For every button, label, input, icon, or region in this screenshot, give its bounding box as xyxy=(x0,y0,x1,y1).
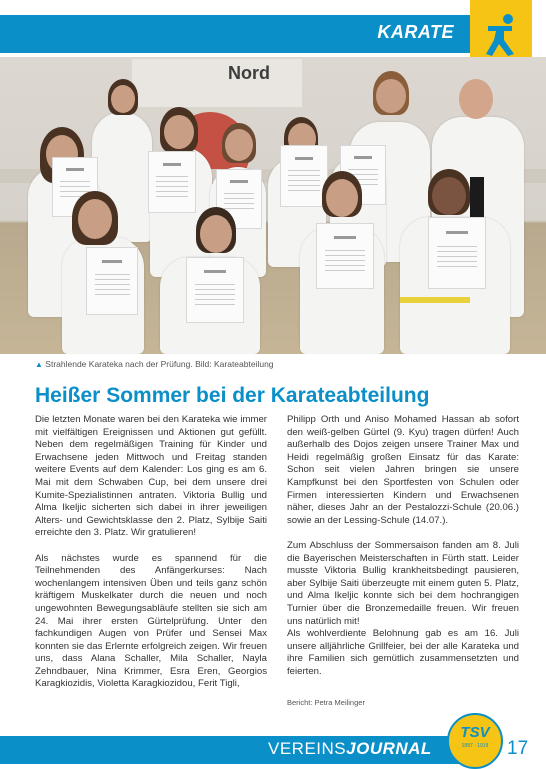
tsv-logo xyxy=(447,713,503,769)
paragraph: Zum Abschluss der Sommersaison fanden am 8. Juli die Bayerischen Meisterschaften in Fürth statt. Leider musste Viktoria Bullig krankheitsbedingt pausieren, aber Sylbije Saiti überzeugte mit einem guten 5. Platz, und Alma Ikeljic konnte sich bei dem hochrangigen Turnier über die Bronzemedaille freuen. Wir freuen uns natürlich mit! Als wohlverdiente Belohnung gab es am 16. Juli unsere alljährliche Grillfeier, bei der alle Karateka und ihre Familien sich gemütlich zusammensetzten und feierten. xyxy=(287,539,519,677)
wall-banner xyxy=(132,59,302,107)
paragraph: Die letzten Monate waren bei den Karateka wie immer mit vielfältigen Ereignissen und Aktionen gut gefüllt. Neben dem regelmäßigen Training für Kinder und Erwachsene jeden Mittwoch und Freitag standen weitere Events auf dem Kalender: Los ging es am 6. Mai mit dem Schwaben Cup, bei dem unsere drei Kumite-Spezialistinnen antraten. Viktoria Bullig und Alma Ikeljic sicherten sich dabei in ihrer jeweiligen Alters- und Gewichtsklasse den 2. Platz, Sylbije Saiti erreichte den 3. Platz. Wir gratulieren! xyxy=(35,414,267,539)
caption-triangle-icon: ▲ xyxy=(35,360,43,369)
header-band xyxy=(0,0,546,57)
tsv-logo-text: TSV xyxy=(460,724,490,741)
wall-sign: Nord xyxy=(228,63,270,83)
photo-caption xyxy=(35,359,274,369)
karate-figure-icon xyxy=(478,12,524,58)
group-photo xyxy=(0,57,546,354)
tsv-logo-years: 1887 · 1919 xyxy=(461,743,489,749)
journal-title xyxy=(268,739,432,759)
page-number: 17 xyxy=(507,738,529,759)
paragraph: Philipp Orth und Aniso Mohamed Hassan ab sofort den weiß-gelben Gürtel (9. Kyu) tragen dürfen! Auch außerhalb des Dojos zeigen unsere Trainer Max und Heidi regelmäßig großen Einsatz für das Karate: Schon seit vielen Jahren bringen sie unsere Kampfkunst bei den Sportfesten von Schulen oder Firmen interessierten Kindern und Erwachsenen näher, dieses Jahr an der Pestalozzi-Schule (20.06.) sowie an der Lessing-Schule (14.07.). xyxy=(287,414,519,526)
caption-text: Strahlende Karateka nach der Prüfung. Bild: Karateabteilung xyxy=(45,359,274,369)
journal-title-suffix: JOURNAL xyxy=(346,739,432,758)
paragraph: Als nächstes wurde es spannend für die Teilnehmenden des Anfängerkurses: Nach wochenlangem intensiven Üben und teils ganz schön kräftigem Muskelkater durch die neuen und noch ungewohnten Bewegungsabläufe stellten sie sich am 24. Mai ihrer ersten Gürtelprüfung. Unter den fachkundigen Augen von Prüfer und Sensei Max konnten sie das Erlernte erfolgreich zeigen. Wir freuen uns, dass Alana Schaller, Mila Schaller, Nayla Zehndbauer, Nina Krimmer, Esra Eren, Georgios Karagkiozidis, Violetta Karagkiozidou, Ferit Tigli, xyxy=(35,552,267,690)
article-column-left xyxy=(35,414,267,704)
article-column-right xyxy=(287,414,519,691)
article-headline: Heißer Sommer bei der Karateabteilung xyxy=(35,384,430,407)
journal-title-prefix: VEREINS xyxy=(268,739,347,758)
section-label: KARATE xyxy=(377,22,454,42)
article-byline: Bericht: Petra Meilinger xyxy=(287,698,365,707)
